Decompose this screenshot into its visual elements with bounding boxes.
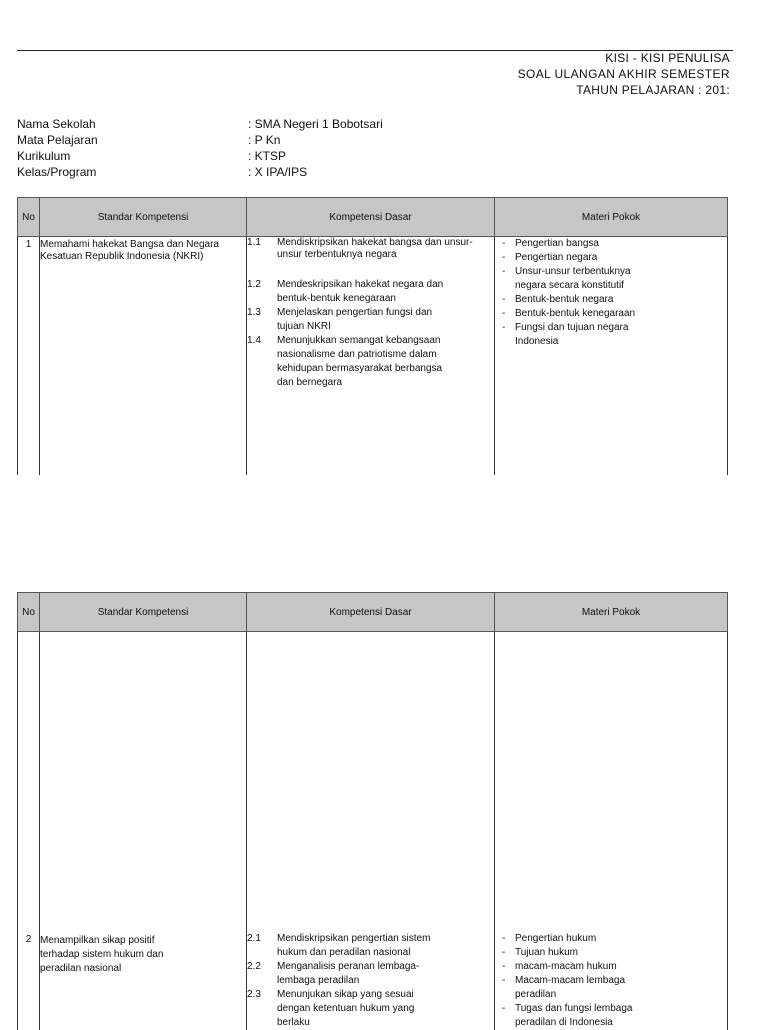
mp-item: - Tujuan hukum [502,946,578,958]
standar-text: Menampilkan sikap positif terhadap sistem hukum dan peradilan nasional [40,934,164,974]
kd-item [247,988,494,1030]
info-value: : P Kn [248,133,281,147]
mp-text: Pengertian hukum [515,932,597,944]
mp-text: Bentuk-bentuk kenegaraan [515,308,636,319]
kompetensi-dasar-cell [247,237,495,475]
kd-text: Mendiskripsikan hakekat bangsa dan unsur-unsur terbentuknya negara [277,237,473,260]
table-spacer-row [18,632,728,932]
standar-kompetensi: Memahami hakekat Bangsa dan Negara Kesatuan Republik Indonesia (NKRI) [40,237,247,475]
kd-item [247,306,494,334]
kd-number: 1.2 [247,279,261,290]
table-header-row [18,593,728,632]
info-value: : X IPA/IPS [248,165,308,179]
kd-item [247,278,494,306]
standar-kompetensi [40,932,247,1030]
doc-title-line2: SOAL ULANGAN AKHIR SEMESTER [517,67,730,81]
mp-item: - Fungsi dan tujuan negara Indonesia [495,321,727,349]
row-number: 1 [18,237,40,475]
info-label: Nama Sekolah [17,117,96,131]
materi-pokok-cell [495,932,728,1030]
empty-cell [495,632,728,932]
table-row [18,237,728,475]
kd-item [247,334,494,390]
empty-cell [18,632,40,932]
mp-text: Tujuan hukum [515,946,578,958]
info-value: : KTSP [248,149,287,163]
col-header-standar: Standar Kompetensi [40,593,247,632]
empty-cell [247,632,495,932]
mp-item: - Pengertian hukum [502,932,597,944]
mp-item: - Pengertian bangsa [502,238,599,249]
kd-text: Menunjukkan semangat kebangsaan nasionalisme dan patriotisme dalam kehidupan bermasyarakat berbangsa dan bernegara [277,335,443,388]
mp-item: - Tugas dan fungsi lembaga peradilan di Indonesia [495,1002,727,1030]
kd-text: Menunjukan sikap yang sesuai dengan ketentuan hukum yang berlaku [277,988,415,1028]
mp-item: - Bentuk-bentuk negara [502,294,614,305]
mp-item: - Unsur-unsur terbentuknya negara secara konstitutif [495,265,727,293]
col-header-materi: Materi Pokok [495,593,728,632]
doc-title-line1: KISI - KISI PENULISA [605,51,730,65]
col-header-kompetensi: Kompetensi Dasar [247,198,495,237]
kd-text: Mendeskripsikan hakekat negara dan bentuk-bentuk kenegaraan [277,279,444,304]
mp-item: - macam-macam hukum [502,960,617,972]
kd-item [247,960,494,988]
mp-text: Pengertian negara [515,252,598,263]
mp-item: - Pengertian negara [502,252,598,263]
info-value: : SMA Negeri 1 Bobotsari [248,117,383,131]
mp-text: Macam-macam lembaga peradilan [515,974,626,1000]
kd-item [247,932,494,960]
col-header-standar: Standar Kompetensi [40,198,247,237]
mp-item: - Macam-macam lembaga peradilan [495,974,727,1002]
kd-text: Mendiskripsikan pengertian sistem hukum dan peradilan nasional [277,932,431,958]
kd-text: Menganalisis peranan lembaga-lembaga peradilan [277,960,420,986]
col-header-kompetensi: Kompetensi Dasar [247,593,495,632]
info-label: Kurikulum [17,149,71,163]
mp-text: Unsur-unsur terbentuknya negara secara konstitutif [515,266,631,291]
mp-text: Fungsi dan tujuan negara Indonesia [515,322,629,347]
kd-number: 1.3 [247,307,261,318]
mp-text: macam-macam hukum [515,960,617,972]
col-header-materi: Materi Pokok [495,198,728,237]
kisi-table-2 [17,592,728,1030]
kd-number: 2.3 [247,988,261,1000]
row-number: 2 [18,932,40,1030]
kd-item [247,237,494,261]
kd-number: 1.1 [247,237,261,248]
info-label: Mata Pelajaran [17,133,98,147]
table-header-row [18,198,728,237]
kd-text: Menjelaskan pengertian fungsi dan tujuan NKRI [277,307,433,332]
mp-item: - Bentuk-bentuk kenegaraan [502,308,636,319]
title-block [400,50,730,98]
col-header-no: No [18,593,40,632]
kompetensi-dasar-cell [247,932,495,1030]
kd-number: 2.1 [247,932,261,944]
kisi-table-1 [17,197,728,475]
kd-number: 1.4 [247,335,261,346]
kd-number: 2.2 [247,960,261,972]
empty-cell [40,632,247,932]
doc-title-line3: TAHUN PELAJARAN : 201: [576,83,730,97]
info-label: Kelas/Program [17,165,97,179]
materi-pokok-cell [495,237,728,475]
mp-text: Bentuk-bentuk negara [515,294,614,305]
mp-text: Pengertian bangsa [515,238,599,249]
mp-text: Tugas dan fungsi lembaga peradilan di Indonesia [515,1002,633,1028]
col-header-no: No [18,198,40,237]
table-row [18,932,728,1030]
